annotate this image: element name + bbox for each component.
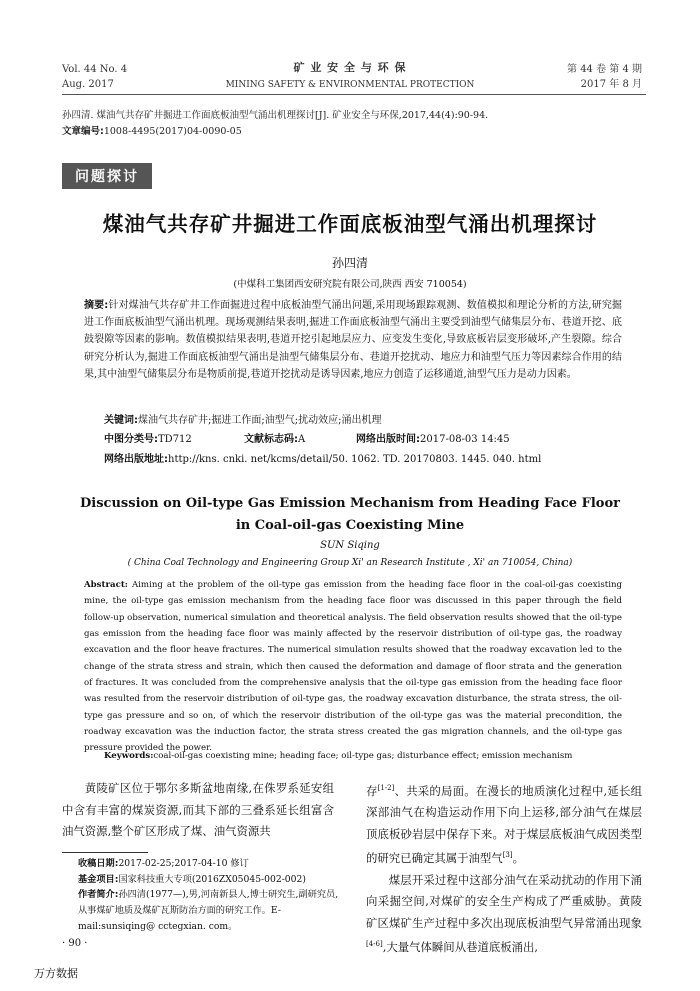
received-date	[62, 856, 340, 872]
category-tag: 问题探讨	[62, 163, 152, 189]
doc-code	[244, 432, 305, 448]
footnote-separator	[62, 852, 148, 853]
keywords-cn-label: 关键词:	[104, 415, 138, 426]
header-rule	[62, 94, 646, 95]
body-column-left: 黄陵矿区位于鄂尔多斯盆地南缘,在侏罗系延安组中含有丰富的煤炭资源,而其下部的三叠系延长组富含油气资源,整个矿区形成了煤、油气资源共	[62, 781, 334, 838]
author-cn: 孙四清	[331, 256, 368, 270]
online-address	[104, 452, 541, 468]
watermark: 万方数据	[34, 967, 78, 980]
citation-text: 孙四清. 煤油气共存矿井掘进工作面底板油型气涌出机理探讨[J]. 矿业安全与环保,2017,44(4):90-94.	[62, 110, 489, 121]
author-bio-label: 作者简介:	[78, 889, 119, 901]
clc-value: TD712	[158, 434, 192, 445]
clc-number	[104, 432, 192, 448]
keywords-cn	[104, 413, 381, 429]
fund-item	[62, 872, 340, 888]
doc-value: A	[298, 434, 306, 445]
article-no-label: 文章编号:	[62, 126, 104, 137]
abstract-cn	[84, 297, 622, 383]
abstract-en-text: Aiming at the problem of the oil-type gas emission from the heading face floor in the coal-oil-gas coexisting mine, the oil-type gas emission mechanism from the heading face floor was discussed in this paper through the field follow-up observation, numerical simulation and theoretical analysis. The field observation results showed that the oil-type gas emission from the heading face floor was mainly affected by the reservoir distribution of oil-type gas, the roadway excavation and the floor heave fractures. The numerical simulation results showed that the roadway excavation led to the change of the strata stress and strain, which then caused the deformation and damage of floor strata and the generation of fractures. It was concluded from the comprehensive analysis that the oil-type gas emission from the heading face floor was resulted from the reservoir distribution of oil-type gas, the roadway excavation disturbance, the strata stress, the oil-type gas pressure and so on, of which the reservoir distribution of the oil-type gas was the material precondition, the roadway excavation was the induction factor, the strata stress created the gas migration channels, and the oil-type gas pressure provided the power.	[84, 580, 622, 754]
header-volume: Vol. 44 No. 4	[62, 64, 128, 75]
title-en	[60, 493, 640, 537]
keywords-en-label: Keywords:	[104, 751, 154, 761]
keywords-en-text: coal-oil-gas coexisting mine; heading face; oil-type gas; disturbance effect; emission mechanism	[153, 751, 573, 761]
header-date: Aug. 2017	[62, 79, 114, 90]
fund-value: 国家科技重大专项(2016ZX05045-002-002)	[118, 873, 306, 885]
header-volume-cn: 第 44 卷 第 4 期	[567, 64, 642, 75]
abstract-cn-text: 针对煤油气共存矿井工作面掘进过程中底板油型气涌出问题,采用现场跟踪观测、数值模拟和理论分析的方法,研究掘进工作面底板油型气涌出机理。现场观测结果表明,掘进工作面底板油型气涌出主要受到油型气储集层分布、巷道开挖、底鼓裂隙等因素的影响。数值模拟结果表明,巷道开挖引起地层应力、应变发生变化,导致底板岩层变形破坏,产生裂隙。综合研究分析认为,掘进工作面底板油型气涌出是油型气储集层分布、巷道开挖扰动、地应力和油型气压力等因素综合作用的结果,其中油型气储集层分布是物质前提,巷道开挖扰动是诱导因素,地应力创造了运移通道,油型气压力是动力因素。	[84, 300, 623, 380]
author-bio	[62, 887, 340, 934]
body-column-right	[366, 778, 642, 958]
citation	[62, 108, 652, 140]
title-en-line1: Discussion on Oil-type Gas Emission Mechanism from Heading Face Floor	[80, 496, 620, 511]
keywords-cn-text: 煤油气共存矿井;掘进工作面;油型气;扰动效应;涌出机理	[138, 415, 382, 426]
header-date-cn: 2017 年 8 月	[580, 79, 642, 90]
journal-name-cn: 矿 业 安 全 与 环 保	[293, 61, 407, 74]
fund-label: 基金项目:	[78, 873, 119, 885]
received-label: 收稿日期:	[78, 858, 119, 869]
affiliation-cn: (中煤科工集团西安研究院有限公司,陕西 西安 710054)	[233, 279, 467, 290]
body-text: 、共采的局面。在漫长的地质演化过程中,延长组深部油气在构造运动作用下向上运移,部分油气在煤层顶底板砂岩层中保存下来。对于煤层底板油气成因类型的研究已确定其属于油型气	[366, 783, 642, 866]
title-en-line2: in Coal-oil-gas Coexisting Mine	[235, 518, 465, 533]
abstract-cn-label: 摘要:	[84, 300, 109, 311]
author-bio-text: 孙四清(1977—),男,河南新县人,博士研究生,副研究员,从事煤矿地质及煤矿瓦斯防治方面的研究工作。E-mail:sunsiqing@ cctegxian. com。	[78, 889, 339, 932]
body-text: 煤层开采过程中这部分油气在采动扰动的作用下涌向采掘空间,对煤矿的安全生产构成了严重威胁。黄陵矿区煤矿生产过程中多次出现底板油型气异常涌出现象	[366, 872, 642, 930]
author-en: SUN Siqing	[320, 540, 380, 551]
body-paragraph	[366, 870, 642, 959]
publish-time	[356, 432, 510, 448]
online-address-label: 网络出版地址:	[104, 454, 168, 465]
body-paragraph	[366, 778, 642, 870]
journal-name-en: MINING SAFETY & ENVIRONMENTAL PROTECTION	[225, 80, 475, 90]
body-text: ,大量气体瞬间从巷道底板涌出,	[382, 939, 539, 954]
reference-mark: [4-6]	[366, 940, 383, 949]
reference-mark: [3]	[502, 851, 513, 860]
online-address-url[interactable]: http://kns. cnki. net/kcms/detail/50. 1062. TD. 20170803. 1445. 040. html	[168, 454, 542, 465]
article-no: 1008-4495(2017)04-0090-05	[103, 126, 242, 137]
clc-label: 中图分类号:	[104, 434, 158, 445]
keywords-en	[104, 751, 624, 761]
pub-value: 2017-08-03 14:45	[420, 434, 510, 445]
footnotes	[62, 856, 340, 935]
abstract-en	[84, 577, 622, 757]
doc-label: 文献标志码:	[244, 434, 298, 445]
title-cn: 煤油气共存矿井掘进工作面底板油型气涌出机理探讨	[102, 212, 598, 236]
body-text: 存	[366, 783, 378, 798]
pub-label: 网络出版时间:	[356, 434, 420, 445]
affiliation-en: ( China Coal Technology and Engineering Group Xi' an Research Institute , Xi' an 710054, China)	[127, 558, 573, 568]
abstract-en-label: Abstract:	[84, 580, 128, 590]
received-value: 2017-02-25;2017-04-10 修订	[118, 858, 249, 869]
reference-mark: [1-2]	[377, 784, 395, 792]
body-text: 。	[512, 851, 525, 866]
page-number: · 90 ·	[62, 938, 88, 949]
